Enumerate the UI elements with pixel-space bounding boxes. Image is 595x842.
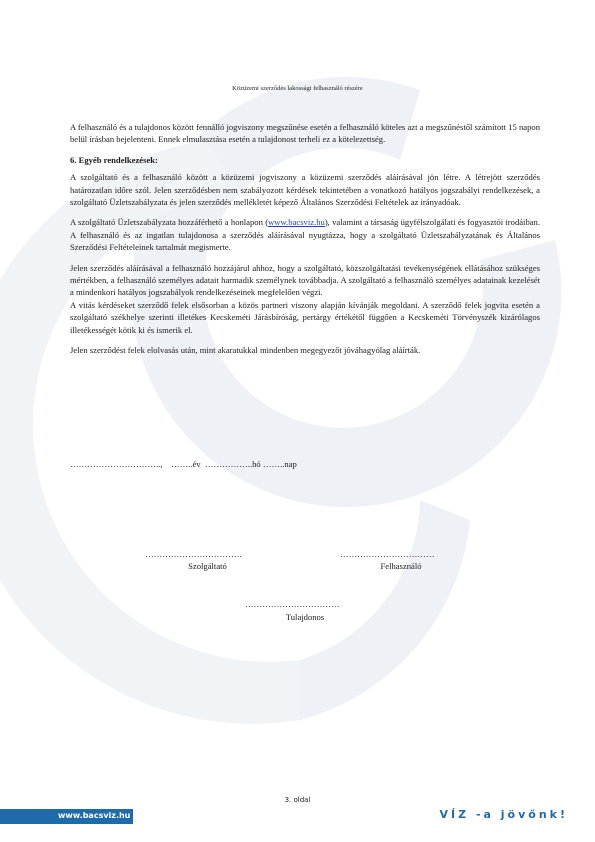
paragraph-termination: A felhasználó és a tulajdonos között fennálló jogviszony megszűnése esetén a felhasználó köteles azt a megszűnéstől számított 15 napon belül írásban bejelenteni. Ennek elmulasztása esetén a tulajdonost terheli ez a kötelezettség.: [70, 122, 540, 145]
consumer-label: Felhasználó: [380, 561, 422, 571]
footer-url[interactable]: www.bacsviz.hu: [58, 811, 131, 820]
paragraph-contract-formation: A szolgáltató és a felhasználó között a közüzemi jogviszony a közüzemi szerződés aláírásával jön létre. A létrejött szerződés határozatlan időre szól. Jelen szerződésben nem szabályozott kérdések tekintetében a vonatkozó hatályos jogszabályi rendelkezések, a szolgáltató Üzletszabályzata és jelen szerződés mellékletét képező Általános Szerződési Feltételek az irányadóak.: [70, 172, 540, 208]
paragraph-business-rules: [70, 216, 540, 253]
paragraph-disputes: A vitás kérdéseket szerződő felek elsősorban a közös partneri viszony alapján kívánják megoldani. A szerződő felek jogvita esetén a szolgáltató székhelye szerinti illetékes Kecskeméti Járásbíróság, pertárgy értékétől függően a Kecskeméti Törvényszék kizárólagos illetékességét kötik ki és ismerik el.: [70, 299, 540, 335]
provider-signature-line: …………………………….: [145, 549, 242, 559]
section-heading: 6. Egyéb rendelkezések:: [70, 154, 158, 165]
document-body: [70, 121, 540, 365]
paragraph-data-consent: Jelen szerződés aláírásával a felhasználó hozzájárul ahhoz, hogy a szolgáltató, közszolgáltatási tevékenységének ellátásához szükséges mértékben, a felhasználó személyes adatait harmadik személynek továbbadja. A szolgáltató a felhasználó személyes adatainak kezelését a mindenkori hatályos jogszabályok rendelkezéseinek megfelelően végzi.: [70, 262, 540, 298]
paragraph-business-rules-start: A szolgáltató Üzletszabályzata hozzáférhető a honlapon (: [70, 217, 269, 228]
website-link[interactable]: www.bacsviz.hu: [268, 217, 325, 228]
paragraph-acceptance: Jelen szerződést felek elolvasás után, mint akaratukkal mindenben megegyezőt jóváhagyólag aláírták.: [70, 345, 421, 356]
owner-label: Tulajdonos: [285, 612, 325, 622]
date-place-line: ………………………….., ……..év ……………..hó ……..nap: [70, 459, 297, 469]
consumer-signature-line: ……………………………: [340, 549, 435, 559]
document-header-title: Közüzemi szerződés lakossági felhasználó részére: [232, 85, 363, 92]
page-number: 3. oldal: [284, 796, 311, 804]
owner-signature-line: ……………………………: [245, 599, 340, 609]
footer-slogan: VÍZ -a jövőnk!: [439, 808, 568, 821]
provider-label: Szolgáltató: [188, 561, 227, 571]
paragraph-business-rules-end: ), valamint a társaság ügyfélszolgálati és fogyasztói irodáiban. A felhasználó és az ingatlan tulajdonosa a szerződés aláírásával nyugtázza, hogy a szolgáltató Üzletszabályzatának és Általános Szerződési Feltételeinek tartalmát megismerte.: [70, 217, 541, 253]
